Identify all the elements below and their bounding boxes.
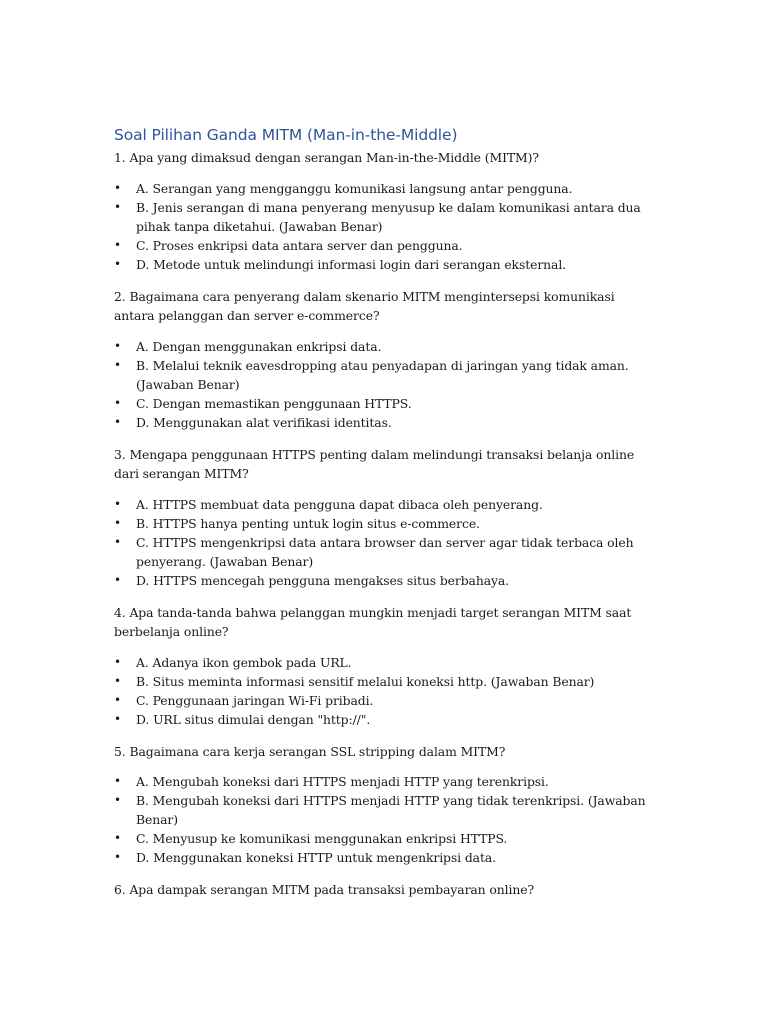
option-text: D. Menggunakan koneksi HTTP untuk mengenkripsi data. — [136, 850, 496, 865]
bullet-icon: • — [114, 338, 121, 353]
question-text: 4. Apa tanda-tanda bahwa pelanggan mungkin menjadi target serangan MITM saat berbelanja online? — [114, 604, 632, 639]
bullet-icon: • — [114, 496, 121, 511]
option-text: A. Dengan menggunakan enkripsi data. — [136, 338, 382, 354]
option-text: B. Situs meminta informasi sensitif melalui koneksi http. (Jawaban Benar) — [136, 673, 595, 689]
option-item — [114, 772, 654, 791]
option-item — [114, 514, 654, 533]
option-item — [114, 394, 654, 413]
option-item — [114, 791, 654, 829]
bullet-icon: • — [114, 711, 121, 726]
option-list — [114, 772, 654, 867]
option-item — [114, 356, 654, 394]
bullet-icon: • — [114, 692, 121, 707]
question-text: 3. Mengapa penggunaan HTTPS penting dalam melindungi transaksi belanja online dari serangan MITM? — [114, 446, 635, 481]
question-block — [114, 742, 654, 868]
option-item — [114, 198, 654, 236]
bullet-icon: • — [114, 199, 121, 214]
option-text: B. Mengubah koneksi dari HTTPS menjadi HTTP yang tidak terenkripsi. (Jawaban Benar) — [136, 793, 646, 827]
option-text: A. HTTPS membuat data pengguna dapat dibaca oleh penyerang. — [136, 496, 543, 512]
option-item — [114, 413, 654, 432]
option-text: B. Melalui teknik eavesdropping atau penyadapan di jaringan yang tidak aman. (Jawaban Benar) — [136, 357, 629, 392]
option-item — [114, 571, 654, 590]
option-text: C. HTTPS mengenkripsi data antara browser dan server agar tidak terbaca oleh penyerang. (Jawaban Benar) — [136, 534, 634, 569]
bullet-icon: • — [114, 256, 121, 271]
bullet-icon: • — [114, 237, 121, 252]
option-item — [114, 653, 654, 672]
document-title: Soal Pilihan Ganda MITM (Man-in-the-Middle) — [114, 126, 458, 144]
bullet-icon: • — [114, 357, 121, 372]
question-block — [114, 445, 654, 590]
option-text: D. Menggunakan alat verifikasi identitas. — [136, 414, 392, 430]
option-list — [114, 653, 654, 729]
option-text: C. Dengan memastikan penggunaan HTTPS. — [136, 395, 412, 411]
option-item — [114, 255, 654, 274]
option-text: D. URL situs dimulai dengan "http://". — [136, 711, 371, 727]
question-block — [114, 287, 654, 432]
bullet-icon: • — [114, 414, 121, 429]
question-block — [114, 603, 654, 729]
option-text: D. Metode untuk melindungi informasi login dari serangan eksternal. — [136, 256, 567, 272]
option-text: A. Mengubah koneksi dari HTTPS menjadi HTTP yang terenkripsi. — [136, 774, 549, 789]
bullet-icon: • — [114, 793, 121, 807]
bullet-icon: • — [114, 534, 121, 549]
option-text: C. Menyusup ke komunikasi menggunakan enkripsi HTTPS. — [136, 831, 508, 846]
option-item — [114, 710, 654, 729]
option-text: B. HTTPS hanya penting untuk login situs e-commerce. — [136, 515, 480, 531]
option-item — [114, 495, 654, 514]
option-list — [114, 337, 654, 432]
option-item — [114, 236, 654, 255]
option-list — [114, 179, 654, 274]
bullet-icon: • — [114, 850, 121, 864]
bullet-icon: • — [114, 180, 121, 195]
question-block — [114, 880, 654, 900]
option-item — [114, 829, 654, 848]
option-item — [114, 533, 654, 571]
option-item — [114, 337, 654, 356]
bullet-icon: • — [114, 572, 121, 587]
option-item — [114, 848, 654, 867]
document-page — [114, 124, 654, 900]
question-text: 2. Bagaimana cara penyerang dalam skenario MITM mengintersepsi komunikasi antara pelanggan dan server e-commerce? — [114, 288, 615, 323]
option-list — [114, 495, 654, 590]
option-item — [114, 672, 654, 691]
option-text: C. Proses enkripsi data antara server dan pengguna. — [136, 237, 463, 253]
option-text: D. HTTPS mencegah pengguna mengakses situs berbahaya. — [136, 572, 510, 588]
question-list — [114, 148, 654, 900]
question-text: 5. Bagaimana cara kerja serangan SSL stripping dalam MITM? — [114, 743, 506, 759]
option-text: A. Serangan yang mengganggu komunikasi langsung antar pengguna. — [136, 180, 573, 196]
option-text: A. Adanya ikon gembok pada URL. — [136, 654, 352, 670]
bullet-icon: • — [114, 774, 121, 788]
option-item — [114, 179, 654, 198]
bullet-icon: • — [114, 673, 121, 688]
question-block — [114, 148, 654, 274]
question-text: 1. Apa yang dimaksud dengan serangan Man-in-the-Middle (MITM)? — [114, 150, 539, 165]
bullet-icon: • — [114, 654, 121, 669]
bullet-icon: • — [114, 395, 121, 410]
option-item — [114, 691, 654, 710]
bullet-icon: • — [114, 515, 121, 530]
option-text: C. Penggunaan jaringan Wi-Fi pribadi. — [136, 692, 374, 708]
question-text: 6. Apa dampak serangan MITM pada transaksi pembayaran online? — [114, 882, 535, 897]
bullet-icon: • — [114, 831, 121, 845]
option-text: B. Jenis serangan di mana penyerang menyusup ke dalam komunikasi antara dua pihak tanpa diketahui. (Jawaban Benar) — [136, 199, 641, 234]
